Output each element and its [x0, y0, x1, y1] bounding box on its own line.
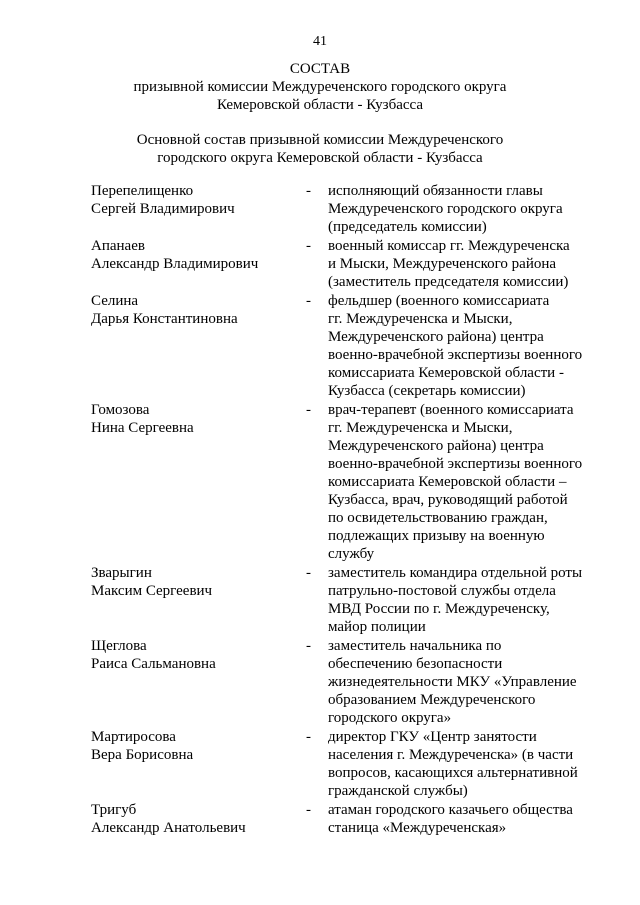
member-row	[0, 564, 640, 636]
section-heading-line-1: Основной состав призывной комиссии Междуреченского	[136, 132, 504, 148]
member-position-line: военно-врачебной экспертизы военного	[328, 456, 583, 472]
member-name	[91, 564, 301, 600]
member-position-line: Кузбасса, врач, руководящий работой	[328, 492, 568, 508]
member-position-line: Кузбасса (секретарь комиссии)	[328, 383, 526, 399]
page-number: 41	[313, 34, 327, 49]
member-position-line: (заместитель председателя комиссии)	[328, 274, 569, 290]
member-position-line: населения г. Междуреченска» (в части	[328, 747, 574, 763]
member-position-line: патрульно-постовой службы отдела	[328, 583, 556, 599]
member-position	[328, 237, 628, 291]
member-position	[328, 728, 628, 800]
member-position-line: гг. Междуреченска и Мыски,	[328, 420, 513, 436]
heading-line-2: Кемеровской области - Кузбасса	[216, 97, 424, 113]
member-name	[91, 637, 301, 673]
member-surname: Селина	[91, 293, 139, 309]
member-position-line: заместитель командира отдельной роты	[328, 565, 583, 581]
member-name	[91, 401, 301, 437]
member-surname: Апанаев	[91, 238, 145, 254]
member-position-line: комиссариата Кемеровской области –	[328, 474, 567, 490]
member-position-line: службу	[328, 546, 375, 562]
member-position-line: исполняющий обязанности главы	[328, 183, 543, 199]
member-position-line: вопросов, касающихся альтернативной	[328, 765, 578, 781]
member-position-line: (председатель комиссии)	[328, 219, 487, 235]
member-dash: -	[306, 183, 311, 199]
member-position	[328, 182, 628, 236]
member-dash: -	[306, 802, 311, 818]
member-position-line: атаман городского казачьего общества	[328, 802, 573, 818]
member-row	[0, 401, 640, 563]
member-position-line: директор ГКУ «Центр занятости	[328, 729, 537, 745]
member-given-names: Сергей Владимирович	[91, 201, 235, 217]
member-position-line: жизнедеятельности МКУ «Управление	[328, 674, 577, 690]
member-position-line: гражданской службы)	[328, 783, 468, 799]
member-row	[0, 292, 640, 400]
member-position-line: по освидетельствованию граждан,	[328, 510, 548, 526]
member-position-line: подлежащих призыву на военную	[328, 528, 545, 544]
member-row	[0, 728, 640, 800]
member-name	[91, 292, 301, 328]
member-given-names: Александр Анатольевич	[91, 820, 246, 836]
member-position-line: и Мыски, Междуреченского района	[328, 256, 557, 272]
member-position-line: Междуреченского района) центра	[328, 438, 544, 454]
member-name	[91, 728, 301, 764]
member-dash: -	[306, 638, 311, 654]
member-row	[0, 237, 640, 291]
member-surname: Мартиросова	[91, 729, 176, 745]
member-dash: -	[306, 238, 311, 254]
member-dash: -	[306, 729, 311, 745]
member-position	[328, 292, 628, 400]
member-row	[0, 637, 640, 727]
member-surname: Гомозова	[91, 402, 150, 418]
member-position-line: комиссариата Кемеровской области -	[328, 365, 564, 381]
member-position	[328, 564, 628, 636]
member-dash: -	[306, 565, 311, 581]
member-dash: -	[306, 293, 311, 309]
member-position-line: врач-терапевт (военного комиссариата	[328, 402, 574, 418]
member-position-line: заместитель начальника по	[328, 638, 502, 654]
member-row	[0, 801, 640, 837]
member-name	[91, 182, 301, 218]
member-position	[328, 801, 628, 837]
member-row	[0, 182, 640, 236]
member-given-names: Максим Сергеевич	[91, 583, 213, 599]
member-position	[328, 401, 628, 563]
member-name	[91, 801, 301, 837]
section-heading	[0, 131, 640, 167]
member-position-line: станица «Междуреченская»	[328, 820, 507, 836]
document-heading	[0, 60, 640, 114]
member-position-line: городского округа»	[328, 710, 452, 726]
member-position-line: образованием Междуреченского	[328, 692, 536, 708]
heading-line-1: призывной комиссии Междуреченского городского округа	[133, 79, 507, 95]
member-position-line: фельдшер (военного комиссариата	[328, 293, 550, 309]
member-position	[328, 637, 628, 727]
member-position-line: военный комиссар гг. Междуреченска	[328, 238, 570, 254]
member-position-line: гг. Междуреченска и Мыски,	[328, 311, 513, 327]
member-position-line: военно-врачебной экспертизы военного	[328, 347, 583, 363]
member-name	[91, 237, 301, 273]
member-position-line: обеспечению безопасности	[328, 656, 503, 672]
member-given-names: Раиса Сальмановна	[91, 656, 216, 672]
member-given-names: Нина Сергеевна	[91, 420, 194, 436]
member-position-line: Междуреченского городского округа	[328, 201, 563, 217]
member-position-line: майор полиции	[328, 619, 426, 635]
heading-title: СОСТАВ	[289, 61, 351, 77]
members-list	[0, 182, 640, 838]
member-given-names: Вера Борисовна	[91, 747, 194, 763]
member-given-names: Дарья Константиновна	[91, 311, 238, 327]
member-given-names: Александр Владимирович	[91, 256, 259, 272]
member-position-line: МВД России по г. Междуреченску,	[328, 601, 550, 617]
member-position-line: Междуреченского района) центра	[328, 329, 544, 345]
member-surname: Тригуб	[91, 802, 137, 818]
section-heading-line-2: городского округа Кемеровской области - Кузбасса	[157, 150, 483, 166]
member-surname: Щеглова	[91, 638, 147, 654]
member-surname: Перепелищенко	[91, 183, 194, 199]
member-dash: -	[306, 402, 311, 418]
member-surname: Зварыгин	[91, 565, 152, 581]
